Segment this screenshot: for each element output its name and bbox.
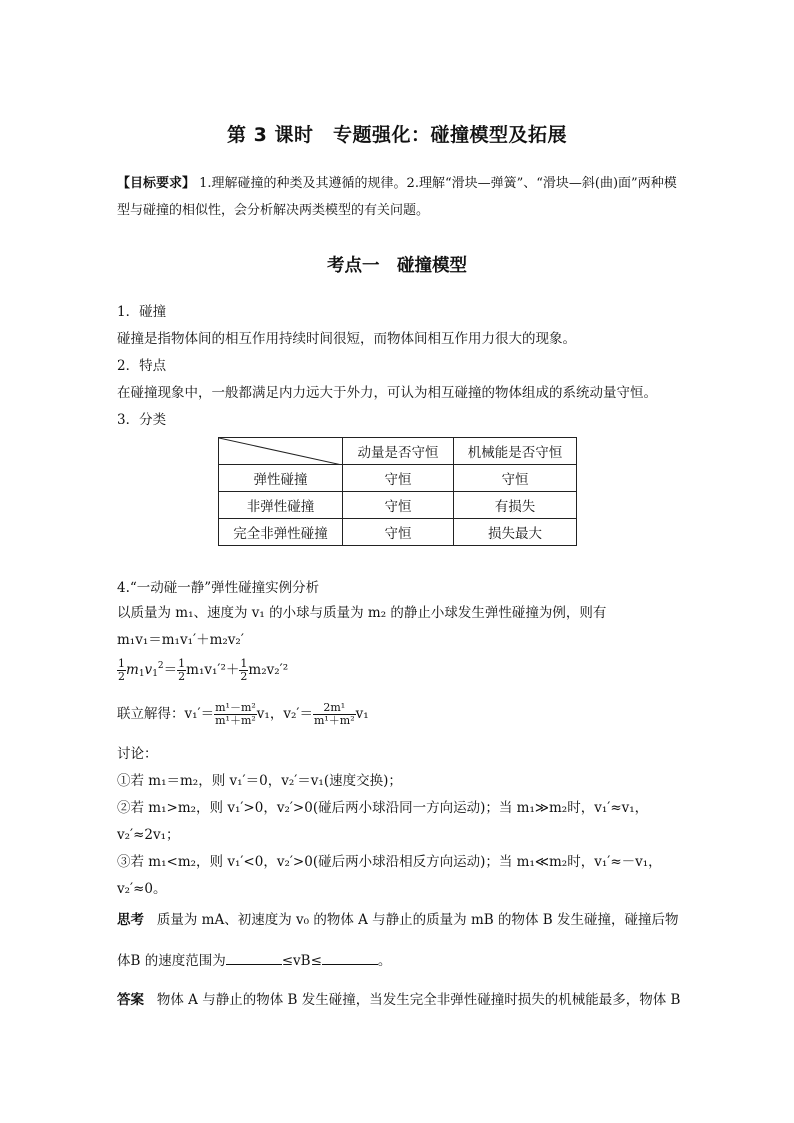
discussion-case-2-cont: v₂′≈2v₁； [117,827,180,843]
heading-features: 2．特点 [117,358,167,374]
think-label: 思考 [117,912,144,928]
discussion-case-1: ①若 m₁＝m₂，则 v₁′＝0，v₂′＝v₁(速度交换)； [117,773,402,789]
diagonal-line [219,438,342,465]
features-text: 在碰撞现象中，一般都满足内力远大于外力，可认为相互碰撞的物体组成的系统动量守恒。 [117,385,657,401]
answer-text: 物体 A 与静止的物体 B 发生碰撞，当发生完全非弹性碰撞时损失的机械能最多，物体 B [156,992,681,1008]
answer-line [117,990,680,1010]
table-row [219,492,577,519]
table-cell: 有损失 [454,492,577,519]
heading-example: 4.“一动碰一静”弹性碰撞实例分析 [117,580,320,596]
answer-blank-lower [226,950,282,965]
table-header-row [219,438,577,465]
fraction-half: $\frac{1}{2}$ [178,657,186,683]
table-cell: 守恒 [454,465,577,492]
fraction-half: $\frac{1}{2}$ [118,657,125,683]
solution-tail: v₁ [355,706,369,722]
heading-classification: 3．分类 [117,412,167,428]
table-cell: 弹性碰撞 [219,465,343,492]
table-cell: 损失最大 [454,519,577,546]
table-cell: 完全非弹性碰撞 [219,519,343,546]
energy-equation: $\frac{1}{2}$ $m_1v_1^2=$ $\frac{1}{2}$ m₁v₁′²＋ $\frac{1}{2}$ m₂v₂′² [118,657,289,683]
collision-definition: 碰撞是指物体间的相互作用持续时间很短，而物体间相互作用力很大的现象。 [117,331,576,347]
solution-mid: v₁，v₂′＝ [256,706,313,722]
example-intro: 以质量为 m₁、速度为 v₁ 的小球与质量为 m₂ 的静止小球发生弹性碰撞为例，则有 [117,605,607,621]
table-header: 机械能是否守恒 [454,438,577,465]
learning-goals [117,170,682,224]
table-corner-cell [219,438,343,465]
answer-label: 答案 [117,992,144,1008]
heading-collision: 1．碰撞 [117,304,167,320]
goals-text: 1.理解碰撞的种类及其遵循的规律。2.理解“滑块—弹簧”、“滑块—斜(曲)面”两种模型与碰撞的相似性，会分析解决两类模型的有关问题。 [117,176,677,218]
table-cell: 守恒 [343,519,454,546]
table-cell: 非弹性碰撞 [219,492,343,519]
page-title: 第 3 课时 专题强化：碰撞模型及拓展 [227,124,567,146]
table-header: 动量是否守恒 [343,438,454,465]
table-row [219,519,577,546]
classification-table [218,437,577,546]
section-title: 考点一 碰撞模型 [327,256,467,276]
discussion-label: 讨论： [117,746,158,762]
fraction-v1: $\frac{\text{m¹－m²}}{\text{m¹＋m²}}$ [215,701,256,727]
goals-label: 【目标要求】 [117,176,196,191]
table-row [219,465,577,492]
discussion-case-2: ②若 m₁>m₂，则 v₁′>0，v₂′>0(碰后两小球沿同一方向运动)；当 m₁≫m₂时，v₁′≈v₁， [117,800,649,816]
momentum-equation: m₁v₁＝m₁v₁′＋m₂v₂′ [117,632,244,648]
think-line-2: 体B 的速度范围为 ≤vB≤ 。 [117,950,391,971]
energy-eq-mid: m₁v₁′²＋ [186,662,240,678]
solution-label: 联立解得：v₁′＝ [117,706,215,722]
table-cell: 守恒 [343,492,454,519]
table-cell: 守恒 [343,465,454,492]
answer-blank-upper [322,950,378,965]
fraction-half: $\frac{1}{2}$ [240,657,248,683]
think-text: 质量为 mA、初速度为 v₀ 的物体 A 与静止的质量为 mB 的物体 B 发生碰撞，碰撞后物 [156,912,679,928]
discussion-case-3: ③若 m₁<m₂，则 v₁′<0，v₂′>0(碰后两小球沿相反方向运动)；当 m₁≪m₂时，v₁′≈－v₁， [117,854,662,870]
think-line-1 [117,910,678,930]
energy-eq-tail: m₂v₂′² [248,662,289,678]
solution-line [117,702,369,727]
fraction-v2: $\frac{\text{2m¹}}{\text{m¹＋m²}}$ [313,701,355,727]
discussion-case-3-cont: v₂′≈0。 [117,881,167,897]
